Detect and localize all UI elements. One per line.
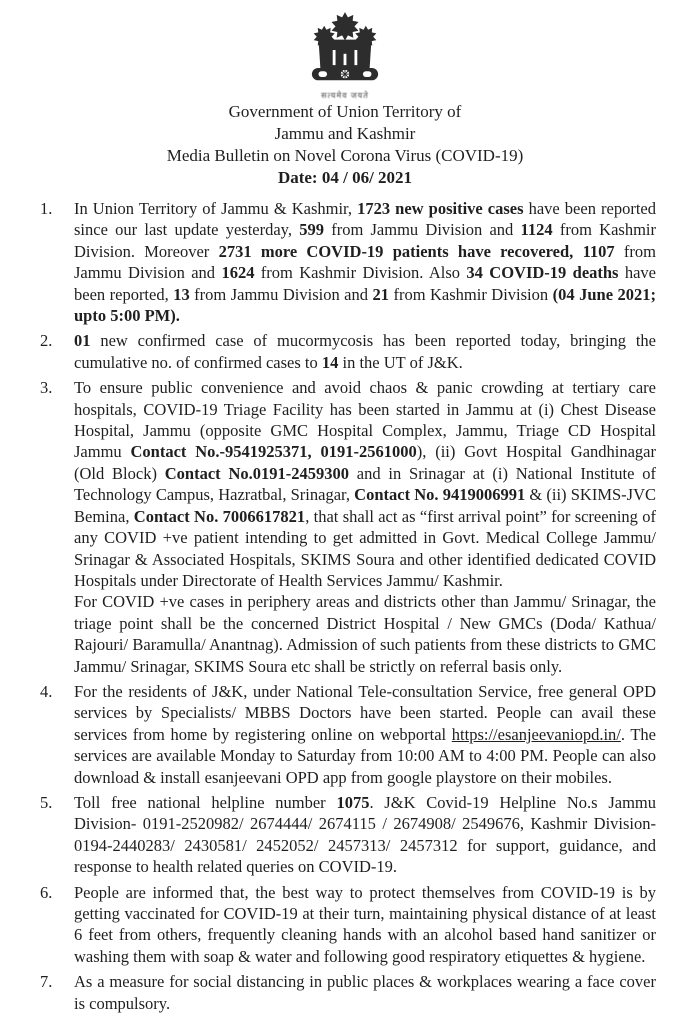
item-number: 7. [40,972,53,992]
list-item [40,681,656,788]
item-number: 1. [40,199,53,218]
item-text: Toll free national helpline number 1075. J&K Covid-19 Helpline No.s Jammu Division- 0191-2520982/ 2674444/ 2674115 / 2674908/ 2549676, Kashmir Division- 0194-2440283/ 2430581/ 2452052/ 2457313/ 2457312 for support, guidance, and response to health related queries on COVID-19. [74,792,657,877]
list-item [40,377,656,677]
item-number: 3. [40,378,53,398]
item-text: For COVID +ve cases in periphery areas and districts other than Jammu/ Srinagar, the triage point shall be the concerned District Hospital / New GMCs (Doda/ Kathua/ Rajouri/ Baramulla/ Anantnag). Admission of such patients from these districts to GMC Jammu/ Srinagar, SKIMS Soura etc shall be strictly on referral basis only. [74,592,656,676]
emblem-motto: सत्यमेव जयते [321,91,369,100]
item-number: 6. [40,882,53,902]
bulletin-date: Date: 04 / 06/ 2021 [277,168,413,187]
item-body [66,681,656,788]
item-body [66,792,656,878]
item-body [66,882,656,968]
list-item [40,198,656,326]
item-text: In Union Territory of Jammu & Kashmir, 1723 new positive cases have been reported since our last update yesterday, 599 from Jammu Division and 1124 from Kashmir Division. Moreover 2731 more COVID-19 patients have recovered, 1107 from Jammu Division and 1624 from Kashmir Division. Also 34 COVID-19 deaths have been reported, 13 from Jammu Division and 21 from Kashmir Division (04 June 2021; upto 5:00 PM). [74,199,656,326]
item-number: 4. [40,681,53,701]
gov-title-line1: Government of Union Territory of [228,102,462,121]
national-emblem-icon [293,10,397,90]
item-text: To ensure public convenience and avoid chaos & panic crowding at tertiary care hospitals, COVID-19 Triage Facility has been started in Jammu at (i) Chest Disease Hospital, Jammu (opposite GMC Hospital Complex, Jammu, Triage CD Hospital Jammu Contact No.-9541925371, 0191-2561000), (ii) Govt Hospital Gandhinagar (Old Block) Contact No.0191-2459300 and in Srinagar at (i) National Institute of Technology Campus, Hazratbal, Srinagar, Contact No. 9419006991 & (ii) SKIMS-JVC Bemina, Contact No. 7006617821, that shall act as “first arrival point” for screening of any COVID +ve patient intending to get admitted in Govt. Medical College Jammu/ Srinagar & Associated Hospitals, SKIMS Soura and other identified dedicated COVID Hospitals under Directorate of Health Services Jammu/ Kashmir. [74,378,657,590]
esanjeevani-link[interactable]: https://esanjeevaniopd.in/ [451,724,621,744]
list-item [40,330,656,373]
list-item [40,882,656,968]
bulletin-header [0,0,690,189]
list-item [40,792,656,878]
item-body [66,330,656,373]
item-number: 5. [40,792,53,812]
bulletin-title: Media Bulletin on Novel Corona Virus (COVID-19) [166,146,524,165]
item-body [66,198,656,326]
item-body [66,971,656,1014]
item-text: For the residents of J&K, under National Tele-consultation Service, free general OPD services by Specialists/ MBBS Doctors have been started. People can avail these services from home by registering online on webportal https://esanjeevaniopd.in/. The services are available Monday to Saturday from 10:00 AM to 4:00 PM. People can also download & install esanjeevani OPD app from google playstore on their mobiles. [74,681,656,787]
list-item [40,971,656,1014]
gov-title-line2: Jammu and Kashmir [274,124,416,143]
item-body [66,377,656,677]
item-text: People are informed that, the best way to protect themselves from COVID-19 is by getting vaccinated for COVID-19 at their turn, maintaining physical distance of at least 6 feet from others, frequently cleaning hands with an alcohol based hand sanitizer or washing them with soap & water and following good respiratory etiquettes & hygiene. [74,882,656,966]
item-number: 2. [40,331,53,351]
item-text: 01 new confirmed case of mucormycosis has been reported today, bringing the cumulative no. of confirmed cases to 14 in the UT of J&K. [74,331,656,372]
bulletin-list [0,189,690,1014]
item-text: As a measure for social distancing in public places & workplaces wearing a face cover is compulsory. [74,972,656,1013]
